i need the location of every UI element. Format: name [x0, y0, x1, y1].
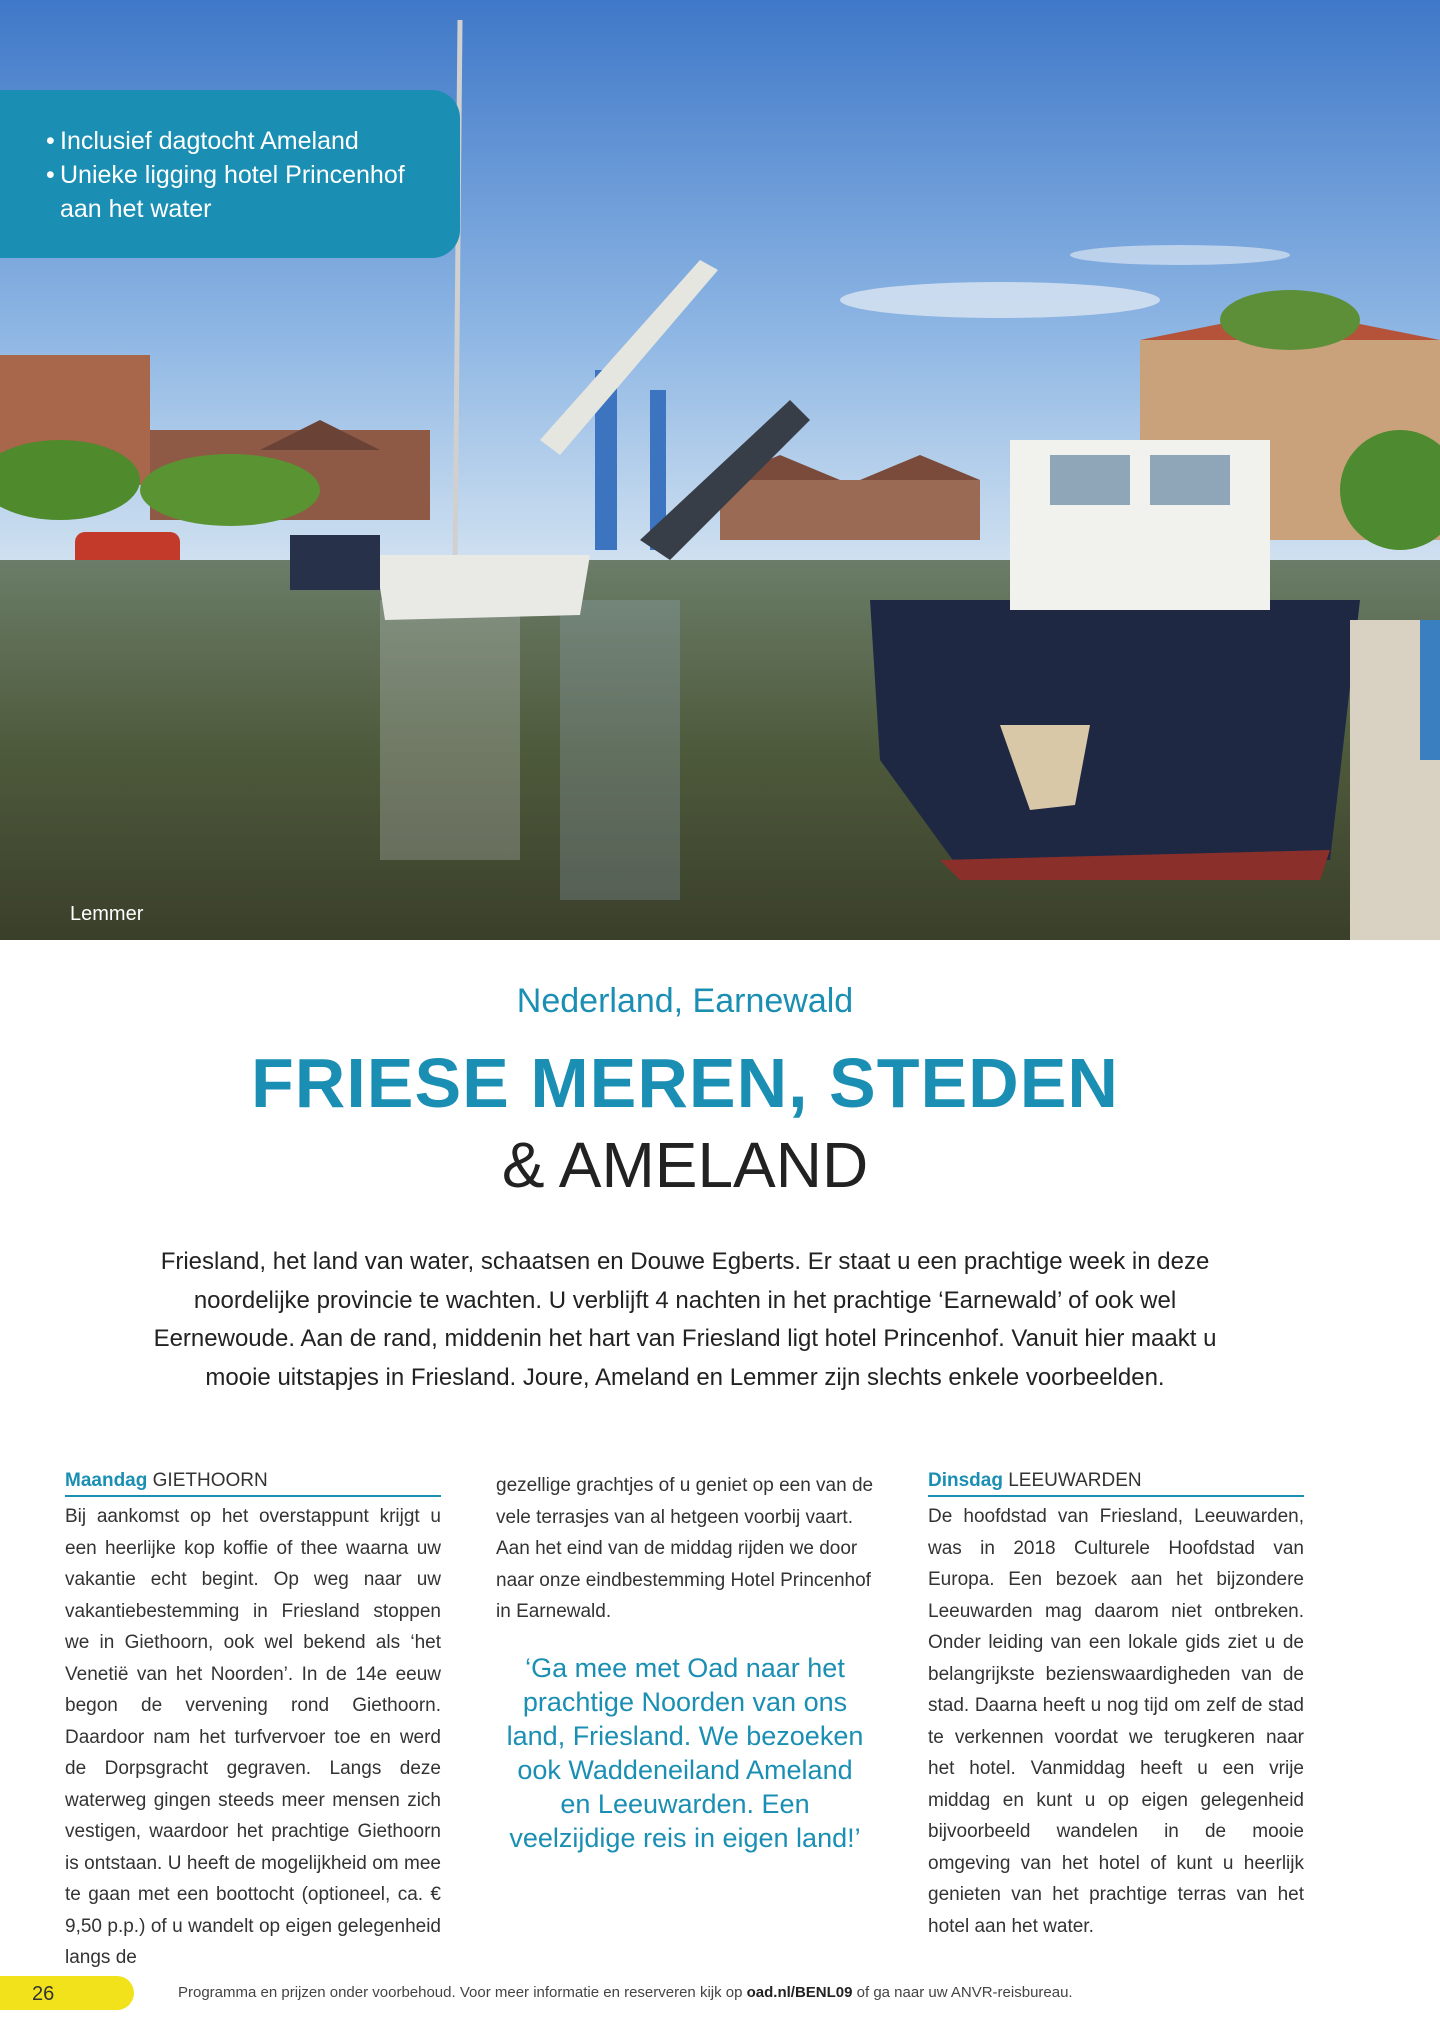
highlight-bullet-continued: aan het water — [60, 195, 212, 223]
hero-photo — [0, 0, 1440, 940]
column-continued — [496, 1470, 876, 1628]
day-name: Dinsdag — [928, 1470, 1003, 1491]
footer-link[interactable]: oad.nl/BENL09 — [746, 1984, 853, 2001]
day-text: De hoofdstad van Friesland, Leeuwarden, was in 2018 Culturele Hoofdstad van Europa. Een bezoek aan het bijzondere Leeuwarden mag daarom niet ontbreken. Onder leiding van een lokale gids ziet u de belangrijkste bezienswaardigheden van de stad. Daarna heeft u nog tijd om zelf de stad te verkennen voordat we terugkeren naar het hotel. Vanmiddag heeft u een vrije middag en kunt u op eigen gelegenheid bijvoorbeeld wandelen in de mooie omgeving van het hotel of kunt u heerlijk genieten van het prachtige terras van het hotel aan het water. — [928, 1506, 1304, 1937]
day-heading — [65, 1470, 441, 1497]
highlights-badge — [0, 90, 460, 258]
page-title: FRIESE MEREN, STEDEN — [251, 1044, 1119, 1122]
column-monday — [65, 1470, 441, 1974]
day-text: Bij aankomst op het overstappunt krijgt u een heerlijke kop koffie of thee waarna uw vakantie echt begint. Op weg naar uw vakantiebestemming in Friesland stoppen we in Giethoorn, ook wel bekend als ‘het Venetië van het Noorden’. In de 14e eeuw begon de vervening rond Giethoorn. Daardoor nam het turfvervoer toe en werd de Dorpsgracht gegraven. Langs deze waterweg gingen steeds meer mensen zich vestigen, waardoor het prachtige Giethoorn is ontstaan. U heeft de mogelijkheid om mee te gaan met een boottocht (optioneel, ca. € 9,50 p.p.) of u wandelt op eigen gelegenheid langs de — [65, 1506, 441, 1968]
day-text-continued: gezellige grachtjes of u geniet op een van de vele terrasjes van al hetgeen voorbij vaart. Aan het eind van de middag rijden we door naar onze eindbestemming Hotel Princenhof in Earnewald. — [496, 1475, 874, 1622]
photo-caption: Lemmer — [70, 903, 144, 925]
page-number: 26 — [32, 1983, 55, 2005]
day-place: LEEUWARDEN — [1008, 1470, 1142, 1491]
footer-note-text-end: of ga naar uw ANVR-reisbureau. — [852, 1984, 1073, 2001]
highlight-bullet: • Inclusief dagtocht Ameland — [60, 124, 460, 158]
day-heading — [928, 1470, 1304, 1497]
destination-kicker: Nederland, Earnewald — [516, 982, 854, 1020]
pull-quote: ‘Ga mee met Oad naar het prachtige Noorden van ons land, Friesland. We bezoeken ook Waddeneiland Ameland en Leeuwarden. Een veelzijdige reis in eigen land!’ — [506, 1653, 864, 1853]
day-name: Maandag — [65, 1470, 148, 1491]
highlight-bullet: • Unieke ligging hotel Princenhof — [60, 158, 460, 192]
footer-note-text: Programma en prijzen onder voorbehoud. Voor meer informatie en reserveren kijk op — [178, 1984, 747, 2001]
page-subtitle: & AMELAND — [501, 1129, 869, 1201]
footer-note — [178, 1984, 1073, 2001]
day-place: GIETHOORN — [152, 1470, 268, 1491]
column-tuesday — [928, 1470, 1304, 1942]
intro-paragraph: Friesland, het land van water, schaatsen en Douwe Egberts. Er staat u een prachtige week in deze noordelijke provincie te wachten. U verblijft 4 nachten in het prachtige ‘Earnewald’ of ook wel Eernewoude. Aan de rand, middenin het hart van Friesland ligt hotel Princenhof. Vanuit hier maakt u mooie uitstapjes in Friesland. Joure, Ameland en Lemmer zijn slechts enkele voorbeelden. — [153, 1248, 1217, 1391]
page-number-marker — [0, 1976, 134, 2010]
